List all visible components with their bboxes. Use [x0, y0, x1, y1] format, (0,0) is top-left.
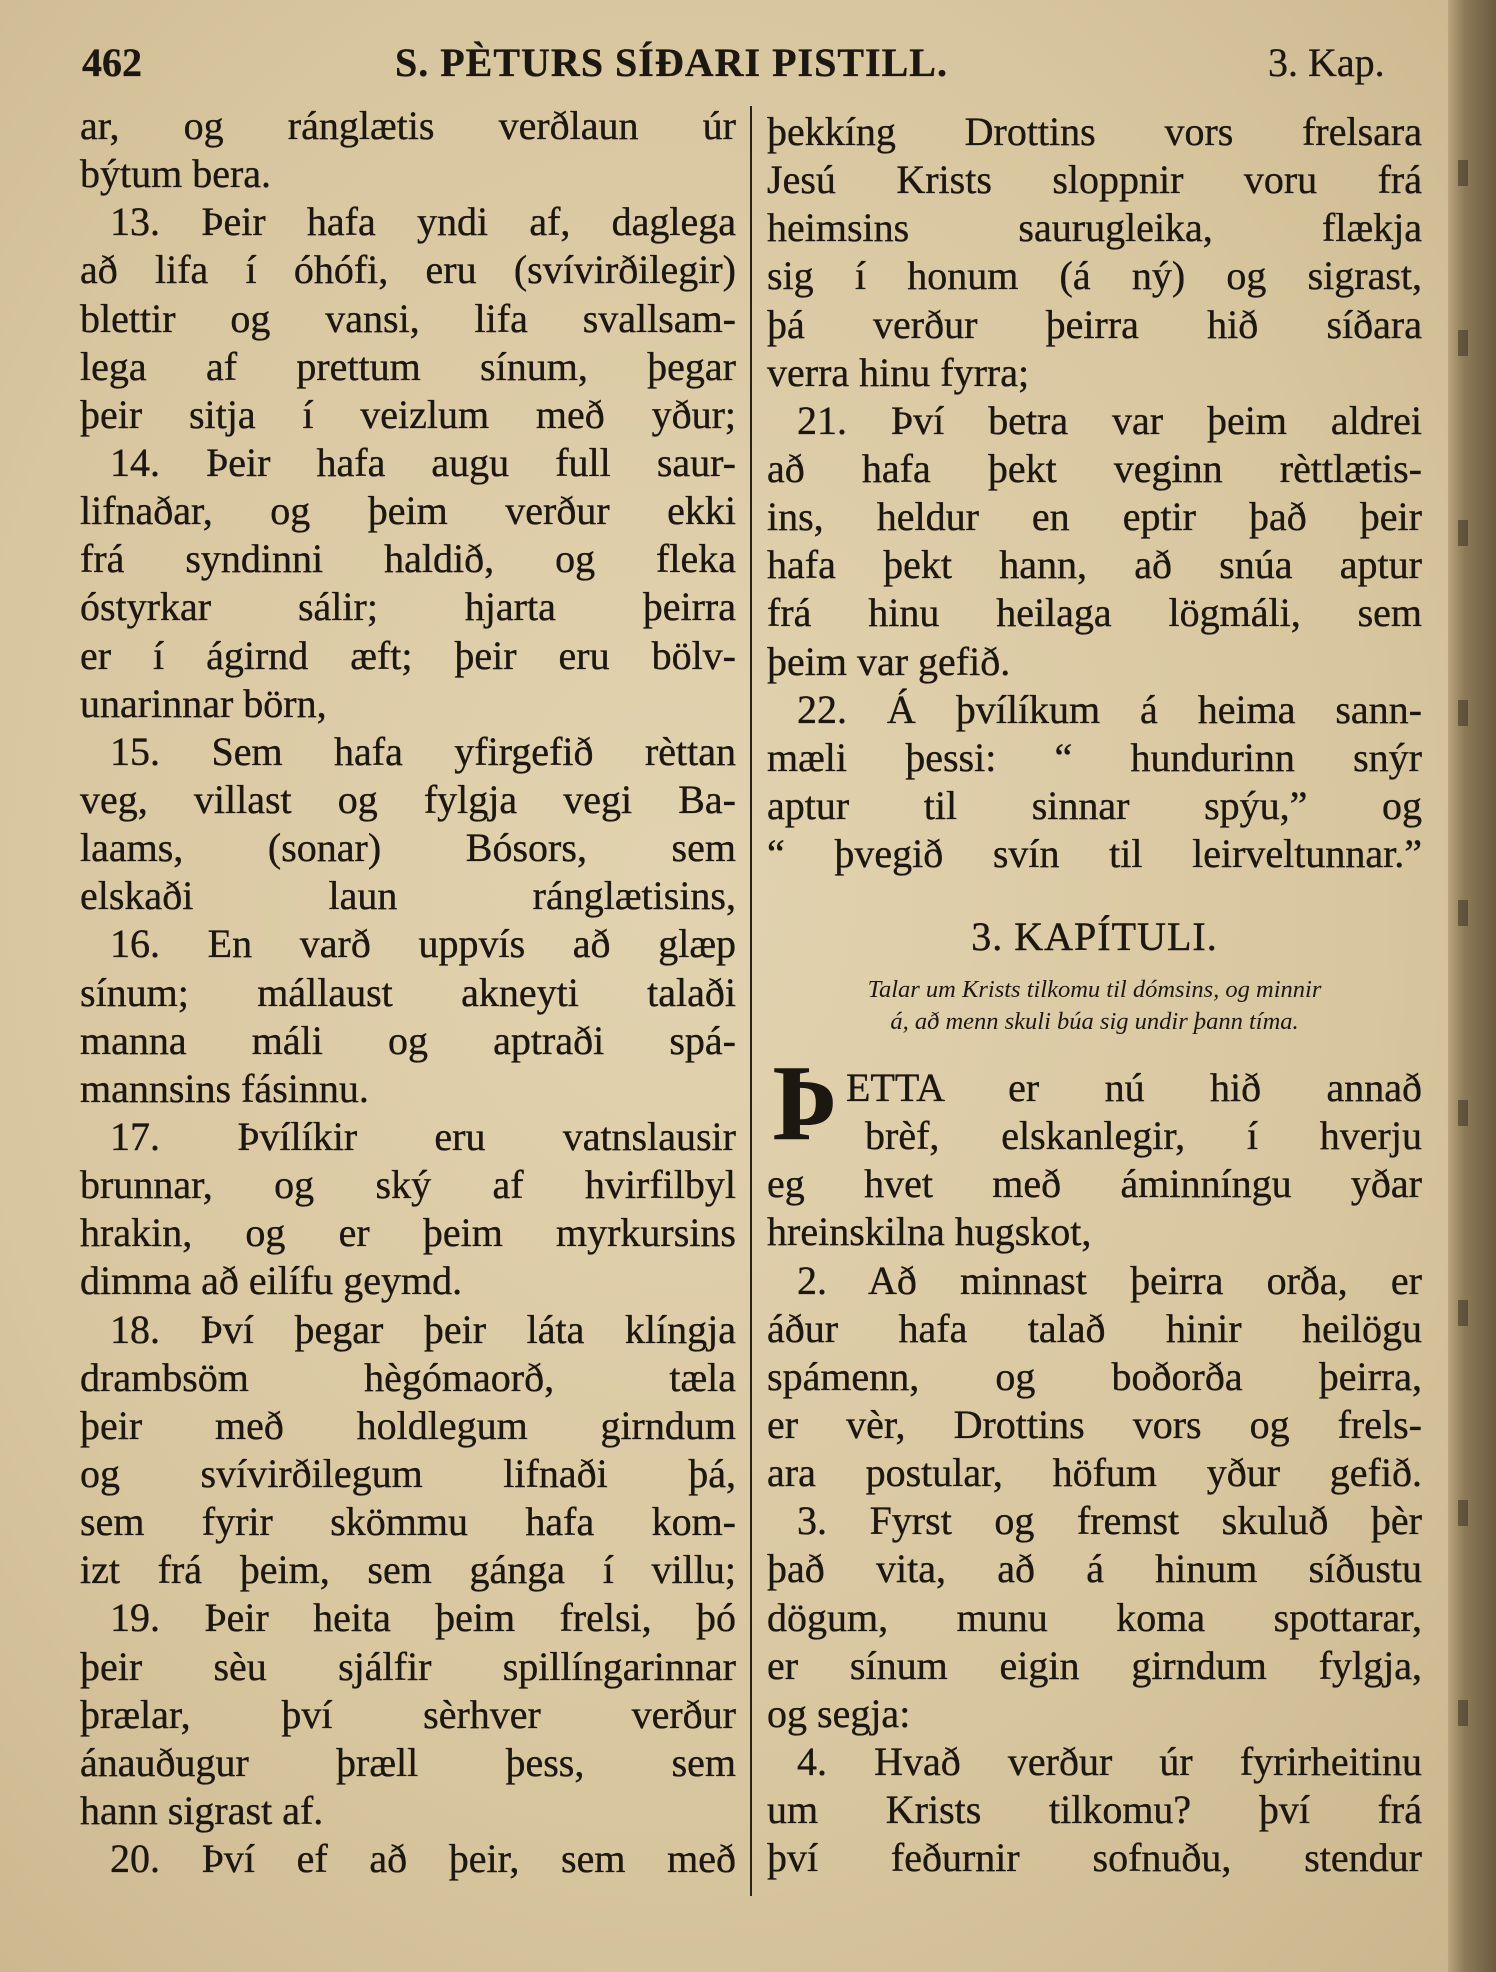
text-line: hrakin, og er þeim myrkursins — [80, 1210, 736, 1256]
summary-line: á, að menn skuli búa sig undir þann tíma. — [890, 1008, 1299, 1035]
text-line: um Krists tilkomu? því frá — [767, 1787, 1422, 1833]
text-line: þá verður þeirra hið síðara — [767, 301, 1422, 347]
text-line: veg, villast og fylgja vegi Ba- — [80, 776, 736, 822]
page-number: 462 — [82, 40, 142, 85]
text-line: þekkíng Drottins vors frelsara — [767, 109, 1422, 154]
text-line: óstyrkar sálir; hjarta þeirra — [80, 584, 736, 630]
text-line: dögum, munu koma spottarar, — [767, 1594, 1422, 1640]
text-line: eg hvet með áminníngu yðar — [767, 1161, 1422, 1207]
drop-cap: Þ — [772, 1044, 838, 1163]
text-line: 2. Að minnast þeirra orða, er — [797, 1257, 1422, 1303]
chapter-text — [767, 1064, 1422, 1882]
text-line: ins, heldur en eptir það þeir — [767, 494, 1422, 540]
text-line: ánauðugur þræll þess, sem — [80, 1739, 736, 1785]
text-line: 15. Sem hafa yfirgefið rèttan — [110, 728, 736, 774]
text-line: frá syndinni haldið, og fleka — [80, 536, 736, 582]
text-line: drambsöm hègómaorð, tæla — [80, 1354, 736, 1400]
text-line: þeir sèu sjálfir spillíngarinnar — [80, 1643, 736, 1689]
text-line: hreinskilna hugskot, — [767, 1209, 1092, 1255]
text-line: elskaði laun ránglætisins, — [80, 873, 736, 919]
text-line: lega af prettum sínum, þegar — [80, 343, 736, 389]
text-line: frá hinu heilaga lögmáli, sem — [767, 590, 1422, 636]
text-line: brunnar, og ský af hvirfilbyl — [80, 1162, 736, 1208]
chapter-reference: 3. Kap. — [1268, 40, 1385, 85]
text-line: heimsins saurugleika, flækja — [767, 205, 1422, 251]
text-line: izt frá þeim, sem gánga í villu; — [80, 1547, 736, 1593]
text-line: 14. Þeir hafa augu full saur- — [110, 439, 736, 485]
text-line: 13. Þeir hafa yndi af, daglega — [110, 199, 736, 245]
text-line: 22. Á þvílíkum á heima sann- — [797, 686, 1422, 732]
text-line: 18. Því þegar þeir láta klíngja — [110, 1306, 736, 1352]
text-line: þeir með holdlegum girndum — [80, 1402, 736, 1448]
text-line: hann sigrast af. — [80, 1787, 324, 1833]
text-line: aptur til sinnar spýu,” og — [767, 782, 1422, 828]
text-line: að hafa þekt veginn rèttlætis- — [767, 445, 1422, 491]
text-line: 17. Þvílíkir eru vatnslausir — [110, 1113, 736, 1159]
text-line: 20. Því ef að þeir, sem með — [110, 1836, 736, 1882]
text-line: manna máli og aptraði spá- — [80, 1017, 736, 1063]
text-line: og svívirðilegum lifnaði þá, — [80, 1450, 736, 1496]
text-line: brèf, elskanlegir, í hverju — [865, 1113, 1422, 1159]
text-line: hafa þekt hann, að snúa aptur — [767, 542, 1422, 588]
text-line: það vita, að á hinum síðustu — [767, 1546, 1422, 1592]
text-line: sig í honum (á ný) og sigrast, — [767, 253, 1422, 299]
text-line: Jesú Krists sloppnir voru frá — [767, 157, 1422, 203]
text-line: áður hafa talað hinir heilögu — [767, 1305, 1422, 1351]
text-line: dimma að eilífu geymd. — [80, 1258, 463, 1304]
text-line: og segja: — [767, 1690, 911, 1736]
chapter-summary — [767, 974, 1422, 1038]
text-line: er sínum eigin girndum fylgja, — [767, 1642, 1422, 1688]
text-line: 19. Þeir heita þeim frelsi, þó — [110, 1595, 736, 1641]
text-line: sínum; mállaust akneyti talaði — [80, 969, 736, 1015]
text-line: 21. Því betra var þeim aldrei — [797, 397, 1422, 443]
text-line: ETTA er nú hið annað — [846, 1065, 1422, 1110]
right-column-top — [767, 108, 1422, 878]
text-line: lifnaðar, og þeim verður ekki — [80, 488, 736, 534]
text-line: er í ágirnd æft; þeir eru bölv- — [80, 632, 736, 678]
text-line: þeim var gefið. — [767, 638, 1011, 684]
text-line: blettir og vansi, lifa svallsam- — [80, 295, 736, 341]
text-line: 3. Fyrst og fremst skuluð þèr — [797, 1498, 1422, 1544]
summary-line: Talar um Krists tilkomu til dómsins, og minnir — [867, 976, 1322, 1003]
text-line: verra hinu fyrra; — [767, 349, 1030, 395]
text-line: mæli þessi: “ hundurinn snýr — [767, 734, 1422, 780]
text-line: býtum bera. — [80, 151, 272, 197]
text-line: unarinnar börn, — [80, 680, 327, 726]
text-line: því feðurnir sofnuðu, stendur — [767, 1835, 1422, 1881]
adjacent-page-edge — [1448, 0, 1496, 1972]
text-line: ar, og ránglætis verðlaun úr — [80, 103, 736, 148]
text-line: er vèr, Drottins vors og frels- — [767, 1401, 1422, 1447]
text-line: spámenn, og boðorða þeirra, — [767, 1353, 1422, 1399]
text-line: að lifa í óhófi, eru (svívirðilegir) — [80, 247, 736, 293]
column-divider — [750, 106, 752, 1896]
text-line: 16. En varð uppvís að glæp — [110, 921, 736, 967]
text-line: mannsins fásinnu. — [80, 1065, 369, 1111]
text-line: þeir sitja í veizlum með yður; — [80, 391, 736, 437]
text-line: sem fyrir skömmu hafa kom- — [80, 1499, 736, 1545]
left-column — [80, 102, 736, 1883]
text-line: 4. Hvað verður úr fyrirheitinu — [797, 1738, 1422, 1784]
text-line: ara postular, höfum yður gefið. — [767, 1450, 1422, 1496]
chapter-heading: 3. KAPÍTULI. — [971, 914, 1218, 959]
text-line: “ þvegið svín til leirveltunnar.” — [767, 831, 1422, 877]
text-line: þrælar, því sèrhver verður — [80, 1691, 736, 1737]
running-title: S. PÈTURS SÍÐARI PISTILL. — [395, 40, 948, 85]
text-line: laams, (sonar) Bósors, sem — [80, 825, 736, 871]
